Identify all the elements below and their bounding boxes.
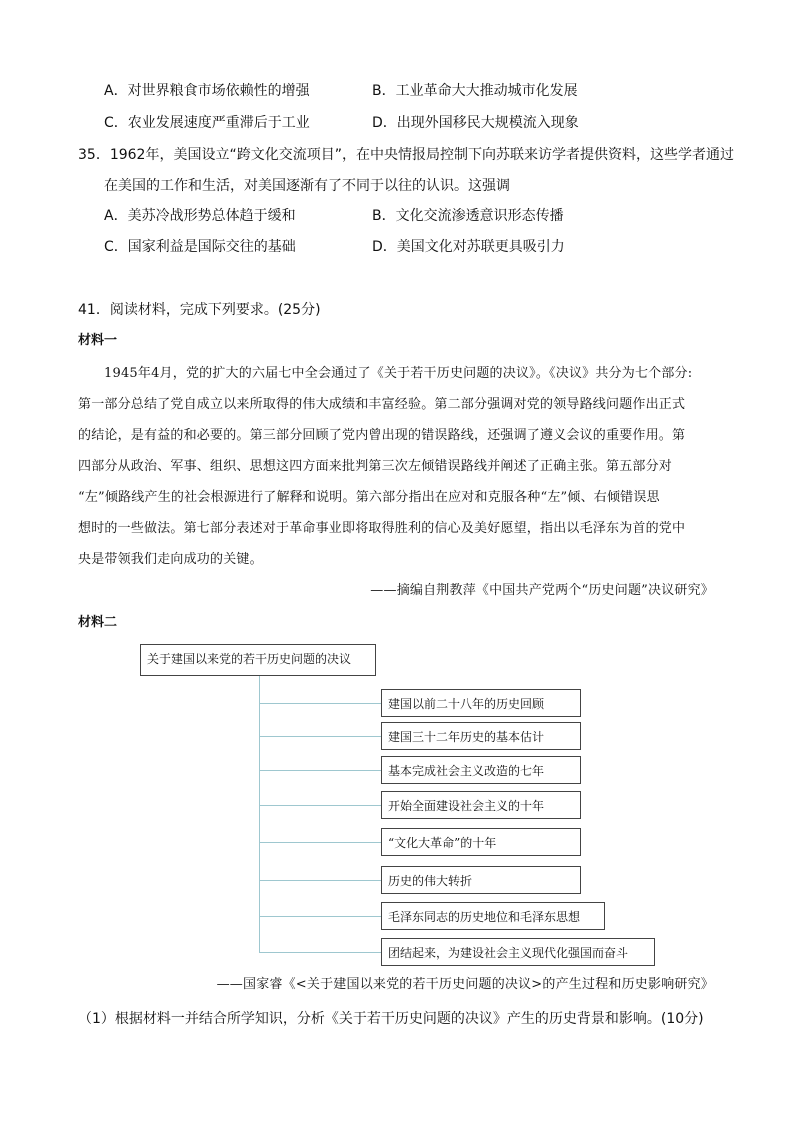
diagram-branch-line (259, 805, 381, 806)
diagram-trunk-line (259, 676, 260, 952)
material-1-source: ——摘编自荆教萍《中国共产党两个“历史问题”决议研究》 (370, 583, 714, 598)
diagram-item-box: 历史的伟大转折 (381, 866, 581, 894)
q35-stem-line1: 35．1962年，美国设立“跨文化交流项目”，在中央情报局控制下向苏联来访学者提供资料，这些学者通过 (78, 147, 734, 163)
q35-option-c: C．国家利益是国际交往的基础 (104, 239, 296, 255)
diagram-item-box: 团结起来，为建设社会主义现代化强国而奋斗 (381, 938, 655, 966)
q41-title: 41．阅读材料，完成下列要求。(25分) (78, 302, 321, 318)
diagram-branch-line (259, 880, 381, 881)
diagram-item-box: 毛泽东同志的历史地位和毛泽东思想 (381, 902, 605, 930)
diagram-item-box: 基本完成社会主义改造的七年 (381, 756, 581, 784)
material-1-line: 1945年4月，党的扩大的六届七中全会通过了《关于若干历史问题的决议》。《决议》共分为七个部分: (104, 366, 693, 381)
q35-option-b: B．文化交流渗透意识形态传播 (372, 208, 564, 224)
diagram-branch-line (259, 703, 381, 704)
diagram-branch-line (259, 842, 381, 843)
material-2-label: 材料二 (78, 615, 118, 630)
diagram-item-box: 建国三十二年历史的基本估计 (381, 722, 581, 750)
material-1-line: 的结论，是有益的和必要的。第三部分回顾了党内曾出现的错误路线，还强调了遵义会议的重要作用。第 (78, 428, 686, 443)
diagram-branch-line (259, 916, 381, 917)
material-1-line: 四部分从政治、军事、组织、思想这四方面来批判第三次左倾错误路线并阐述了正确主张。第五部分对 (78, 459, 673, 474)
diagram-root-box: 关于建国以来党的若干历史问题的决议 (140, 644, 376, 676)
diagram-branch-line (259, 770, 381, 771)
q34-option-b: B．工业革命大大推动城市化发展 (372, 83, 578, 99)
q35-option-d: D．美国文化对苏联更具吸引力 (372, 239, 565, 255)
diagram-item-box: “文化大革命”的十年 (381, 828, 581, 856)
diagram-branch-line (259, 952, 381, 953)
material-2-source: ——国家睿《<关于建国以来党的若干历史问题的决议>的产生过程和历史影响研究》 (216, 977, 714, 992)
diagram-item-box: 开始全面建设社会主义的十年 (381, 791, 581, 819)
material-1-line: 想时的一些做法。第七部分表述对于革命事业即将取得胜利的信心及美好愿望，指出以毛泽东为首的党中 (78, 521, 686, 536)
q34-option-c: C．农业发展速度严重滞后于工业 (104, 115, 310, 131)
q35-stem-line2: 在美国的工作和生活，对美国逐渐有了不同于以往的认识。这强调 (104, 178, 510, 194)
material-1-line: “左”倾路线产生的社会根源进行了解释和说明。第六部分指出在应对和克服各种“左”倾、右倾错误思 (78, 490, 660, 505)
material-1-line: 央是带领我们走向成功的关键。 (78, 552, 263, 567)
q34-option-d: D．出现外国移民大规模流入现象 (372, 115, 579, 131)
material-1-label: 材料一 (78, 333, 118, 348)
diagram-branch-line (259, 736, 381, 737)
q34-option-a: A．对世界粮食市场依赖性的增强 (104, 83, 310, 99)
material-1-line: 第一部分总结了党自成立以来所取得的伟大成绩和丰富经验。第二部分强调对党的领导路线问题作出正式 (78, 397, 686, 412)
q35-option-a: A．美苏冷战形势总体趋于缓和 (104, 208, 296, 224)
q41-subquestion-1: （1）根据材料一并结合所学知识，分析《关于若干历史问题的决议》产生的历史背景和影响。(10分) (78, 1011, 704, 1027)
diagram-item-box: 建国以前二十八年的历史回顾 (381, 689, 581, 717)
